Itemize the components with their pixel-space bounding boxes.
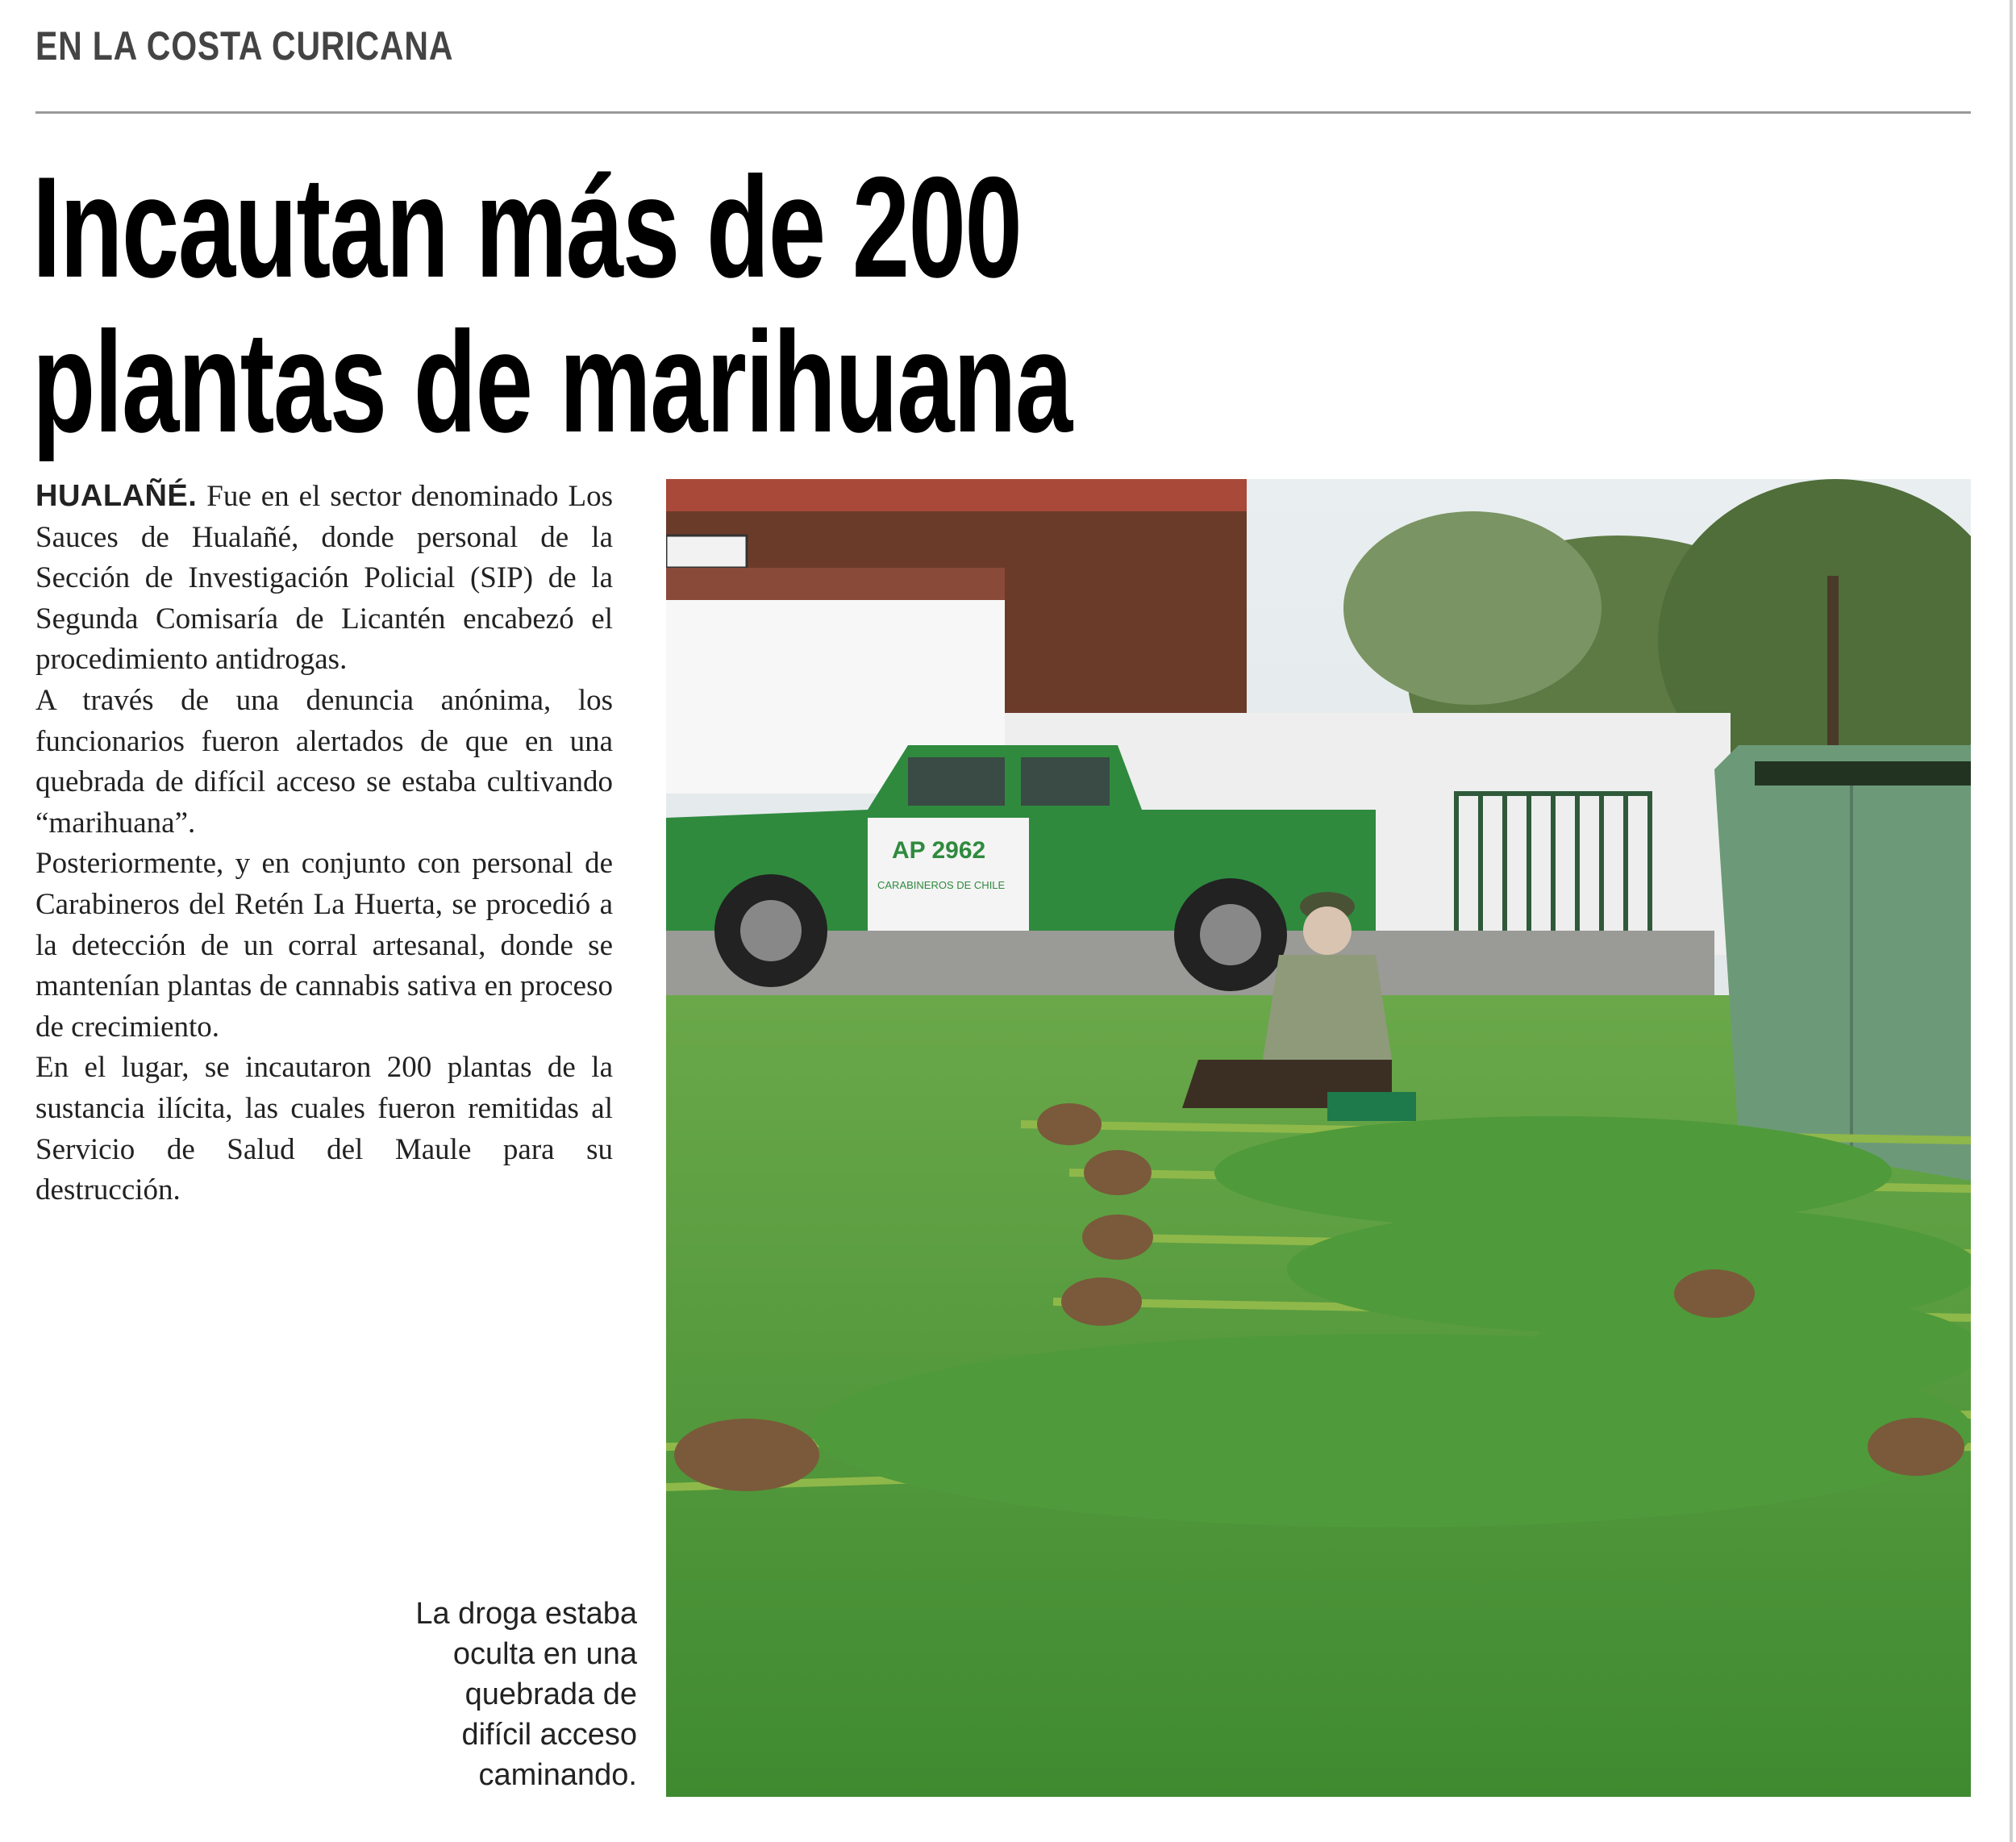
caption-line-2: oculta en una (452, 1637, 637, 1671)
paragraph-4: En el lugar, se incautaron 200 plantas de la sustancia ilícita, las cuales fueron remitidas al Servicio de Salud del Maule para su destrucción. (35, 1051, 613, 1207)
caption-line-3: quebrada de (464, 1677, 637, 1711)
headline (32, 147, 1072, 462)
headline-line-2: plantas de marihuana (32, 302, 1072, 462)
article-body (35, 476, 613, 1211)
truck-plate: AP 2962 (892, 837, 986, 864)
truck-text: CARABINEROS DE CHILE (877, 879, 1006, 891)
caption-line-5: caminando. (478, 1758, 637, 1792)
header-divider (35, 111, 1971, 114)
headline-line-1: Incautan más de 200 (32, 147, 1022, 307)
section-kicker: EN LA COSTA CURICANA (35, 23, 454, 69)
photo-caption (371, 1594, 637, 1795)
photo-illustration (666, 479, 1971, 1797)
paragraph-2: A través de una denuncia anónima, los funcionarios fueron alertados de que en una quebrada de difícil acceso se estaba cultivando “marihuana”. (35, 683, 613, 840)
paragraph-1-text: Fue en el sector denominado Los Sauces de Hualañé, donde personal de la Sección de Investigación Policial (SIP) de la Segunda Comisaría de Licantén encabezó el procedimiento antidrogas. (35, 480, 614, 677)
paragraph-1 (35, 476, 613, 681)
page-edge (2010, 0, 2013, 1842)
paragraph-3: Posteriormente, y en conjunto con personal de Carabineros del Retén La Huerta, se procedió a la detección de un corral artesanal, donde se mantenían plantas de cannabis sativa en proceso de crecimiento. (35, 847, 613, 1044)
dateline: HUALAÑÉ. (35, 479, 198, 513)
green-container (1714, 745, 1971, 1181)
caption-line-1: La droga estaba (415, 1597, 637, 1631)
article-photo (666, 479, 1971, 1797)
caption-line-4: difícil acceso (461, 1718, 637, 1752)
